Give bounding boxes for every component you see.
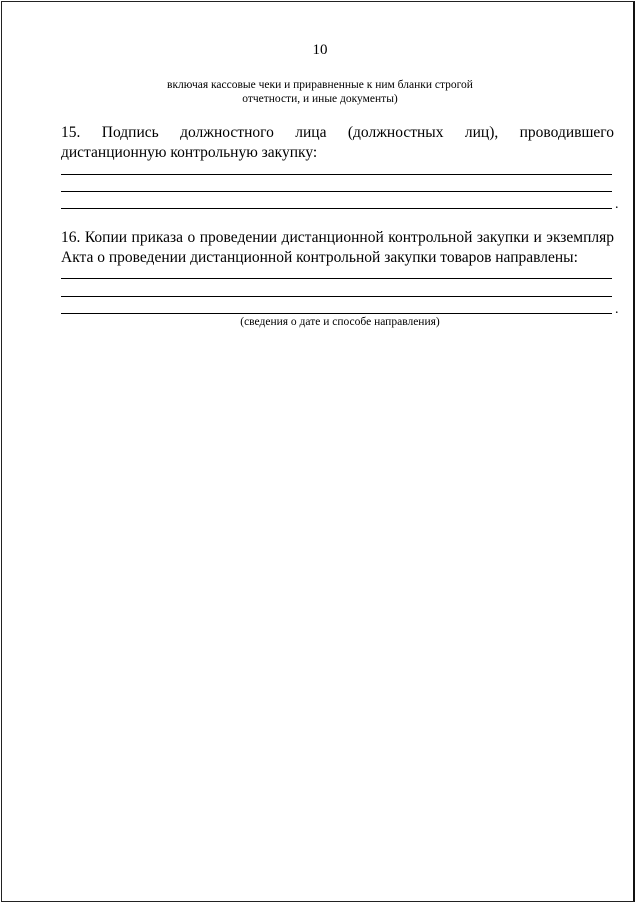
item-16-blank-line-1: [61, 278, 612, 279]
item-15-text: 15. Подпись должностного лица (должностных лиц), проводившего дистанционную контрольную закупку:: [61, 124, 614, 161]
item-15-blank-line-1: [61, 174, 612, 175]
item-16-blank-line-2: [61, 296, 612, 297]
item-16-text: 16. Копии приказа о проведении дистанционной контрольной закупки и экземпляр Акта о проведении дистанционной контрольной закупки товаров направлены:: [61, 229, 614, 266]
item-16-end-dot: .: [615, 302, 619, 317]
top-caption-line-2: отчетности, и иные документы): [242, 93, 398, 105]
item-16-caption: (сведения о дате и способе направления): [240, 316, 440, 328]
item-15-end-dot: .: [615, 197, 619, 212]
item-15-blank-line-3: [61, 208, 612, 209]
page-number: 10: [312, 42, 328, 58]
item-16-blank-line-3: [61, 313, 612, 314]
top-caption: [0, 78, 640, 106]
top-caption-line-1: включая кассовые чеки и приравненные к ним бланки строгой: [167, 79, 473, 91]
item-15-blank-line-2: [61, 191, 612, 192]
